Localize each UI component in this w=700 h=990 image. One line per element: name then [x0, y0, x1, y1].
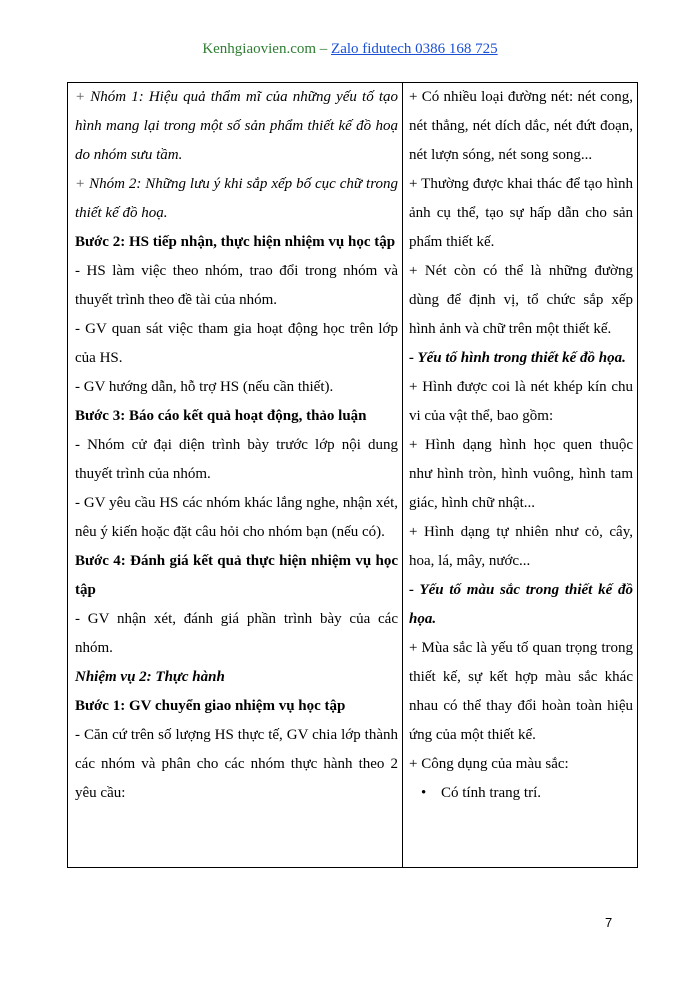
right-column — [409, 83, 633, 808]
left-para-4: - HS làm việc theo nhóm, trao đổi trong nhóm và thuyết trình theo đề tài của nhóm. — [75, 263, 398, 308]
left-para-7: Bước 3: Báo cáo kết quả hoạt động, thảo luận — [75, 408, 367, 424]
left-para-11: - GV nhận xét, đánh giá phần trình bày của các nhóm. — [75, 611, 398, 656]
left-para-10: Bước 4: Đánh giá kết quả thực hiện nhiệm vụ học tập — [75, 553, 398, 598]
right-para-10: + Công dụng của màu sắc: — [409, 756, 569, 772]
header-site: Kenhgiaovien.com — [202, 41, 317, 57]
bullet-icon: • — [421, 785, 427, 801]
right-para-8: - Yếu tố màu sắc trong thiết kế đồ họa. — [409, 582, 633, 627]
left-para-1: + Nhóm 1: Hiệu quả thẩm mĩ của những yếu tố tạo hình mang lại trong một số sản phẩm thiết kế đồ hoạ do nhóm sưu tầm. — [75, 89, 398, 163]
right-para-6: + Hình dạng hình học quen thuộc như hình tròn, hình vuông, hình tam giác, hình chữ nhật... — [409, 437, 633, 511]
right-para-5: + Hình được coi là nét khép kín chu vi của vật thể, bao gồm: — [409, 379, 633, 424]
left-column — [75, 83, 398, 808]
lesson-table — [67, 82, 638, 868]
left-para-2: + Nhóm 2: Những lưu ý khi sắp xếp bố cục chữ trong thiết kế đồ hoạ. — [75, 176, 398, 221]
left-para-14: - Căn cứ trên số lượng HS thực tế, GV chia lớp thành các nhóm và phân cho các nhóm thực hành theo 2 yêu cầu: — [75, 727, 398, 801]
right-para-3: + Nét còn có thể là những đường dùng để định vị, tổ chức sắp xếp hình ảnh và chữ trên một thiết kế. — [409, 263, 633, 337]
header-separator: – — [316, 41, 332, 57]
left-para-13: Bước 1: GV chuyển giao nhiệm vụ học tập — [75, 698, 346, 714]
left-para-9: - GV yêu cầu HS các nhóm khác lắng nghe, nhận xét, nêu ý kiến hoặc đặt câu hỏi cho nhóm bạn (nếu có). — [75, 495, 398, 540]
column-divider — [402, 83, 403, 867]
left-para-6: - GV hướng dẫn, hỗ trợ HS (nếu cần thiết). — [75, 379, 334, 395]
right-bullet-item: • Có tính trang trí. — [409, 779, 633, 808]
right-para-7: + Hình dạng tự nhiên như cỏ, cây, hoa, lá, mây, nước... — [409, 524, 633, 569]
right-para-4: - Yếu tố hình trong thiết kế đồ họa. — [409, 350, 626, 366]
right-para-2: + Thường được khai thác để tạo hình ảnh cụ thể, tạo sự hấp dẫn cho sản phẩm thiết kế. — [409, 176, 633, 250]
left-para-3: Bước 2: HS tiếp nhận, thực hiện nhiệm vụ học tập — [75, 234, 396, 250]
page-number: 7 — [605, 915, 613, 930]
page-header — [0, 41, 700, 58]
header-zalo-link[interactable]: Zalo fidutech 0386 168 725 — [331, 41, 498, 57]
right-para-9: + Mùa sắc là yếu tố quan trọng trong thiết kế, sự kết hợp màu sắc khác nhau có thể thay đổi hoàn toàn hiệu ứng của một thiết kế. — [409, 640, 633, 743]
left-para-5: - GV quan sát việc tham gia hoạt động học trên lớp của HS. — [75, 321, 398, 366]
left-para-8: - Nhóm cử đại diện trình bày trước lớp nội dung thuyết trình của nhóm. — [75, 437, 398, 482]
right-para-1: + Có nhiều loại đường nét: nét cong, nét thẳng, nét dích dắc, nét đứt đoạn, nét lượn sóng, nét song song... — [409, 89, 633, 163]
left-para-12: Nhiệm vụ 2: Thực hành — [75, 669, 225, 685]
